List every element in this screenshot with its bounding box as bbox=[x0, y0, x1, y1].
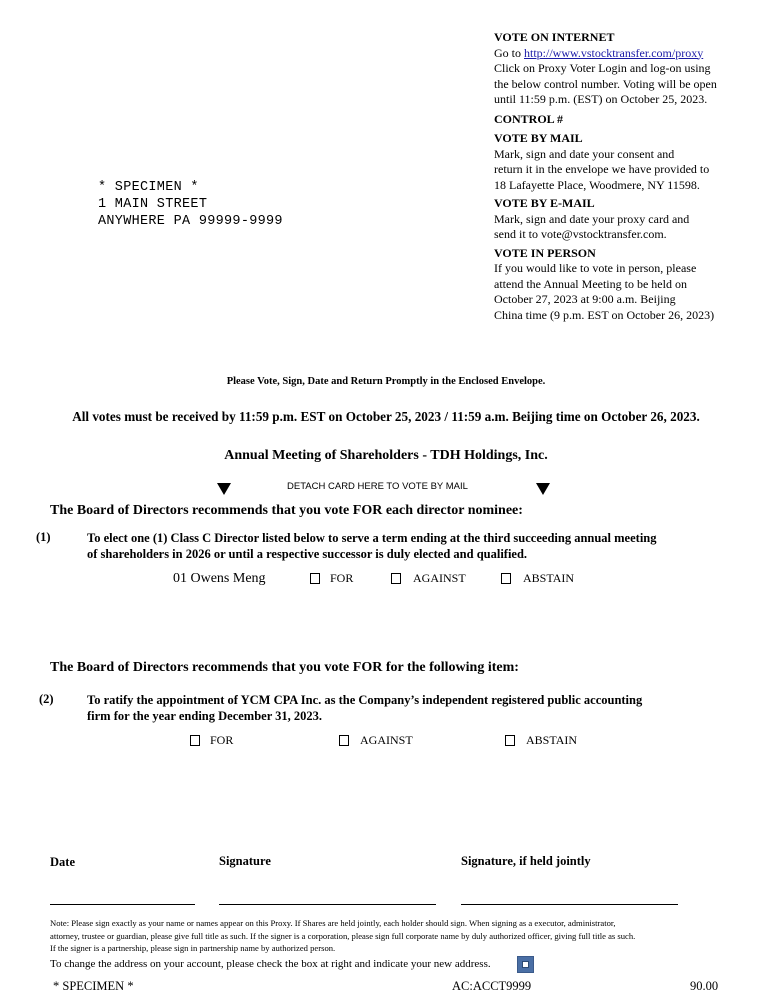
joint-signature-label: Signature, if held jointly bbox=[461, 854, 591, 868]
p2-abstain-label: ABSTAIN bbox=[526, 733, 578, 747]
p2-against-checkbox[interactable] bbox=[339, 735, 349, 746]
mail-line: return it in the envelope we have provided to bbox=[494, 162, 710, 176]
address-change-checkbox[interactable] bbox=[517, 956, 534, 973]
note-line: Note: Please sign exactly as your name or names appear on this Proxy. If Shares are held jointly, each holder should sign. When signing as a executor, administrator, bbox=[50, 918, 616, 928]
address-line: * SPECIMEN * bbox=[98, 180, 199, 195]
nominee-name: 01 Owens Meng bbox=[173, 571, 266, 586]
joint-signature-line[interactable] bbox=[461, 904, 678, 905]
person-heading: VOTE IN PERSON bbox=[494, 245, 596, 260]
signature-line[interactable] bbox=[219, 904, 436, 905]
proposal2-text bbox=[87, 692, 642, 724]
detach-arrow-right-icon bbox=[536, 483, 550, 495]
date-label: Date bbox=[50, 855, 75, 869]
proposal2-text-line: firm for the year ending December 31, 2023. bbox=[87, 709, 323, 723]
meeting-title: Annual Meeting of Shareholders - TDH Holdings, Inc. bbox=[224, 448, 548, 463]
proposal2-number: (2) bbox=[39, 692, 54, 706]
proposal1-number: (1) bbox=[36, 530, 51, 544]
mail-heading: VOTE BY MAIL bbox=[494, 131, 583, 145]
person-line: October 27, 2023 at 9:00 a.m. Beijing bbox=[494, 292, 676, 306]
person-line: China time (9 p.m. EST on October 26, 2023) bbox=[494, 307, 715, 322]
go-to-text: Go to bbox=[494, 45, 524, 60]
return-notice: Please Vote, Sign, Date and Return Promptly in the Enclosed Envelope. bbox=[226, 376, 546, 387]
p1-against-label: AGAINST bbox=[413, 571, 466, 585]
proposal2-recommendation: The Board of Directors recommends that you vote FOR for the following item: bbox=[50, 660, 519, 675]
detach-instruction: DETACH CARD HERE TO VOTE BY MAIL bbox=[287, 481, 468, 492]
address-line: ANYWHERE PA 99999-9999 bbox=[98, 214, 283, 229]
proposal2-text-line: To ratify the appointment of YCM CPA Inc. as the Company’s independent registered public accounting bbox=[87, 693, 643, 707]
p2-abstain-checkbox[interactable] bbox=[505, 735, 515, 746]
internet-line: the below control number. Voting will be open bbox=[494, 76, 717, 91]
email-line: Mark, sign and date your proxy card and bbox=[494, 211, 690, 226]
p1-abstain-label: ABSTAIN bbox=[523, 571, 575, 585]
address-change-text: To change the address on your account, please check the box at right and indicate your new address. bbox=[50, 958, 491, 970]
note-line: If the signer is a partnership, please sign in partnership name by authorized person. bbox=[50, 943, 336, 953]
footer-amount: 90.00 bbox=[690, 979, 719, 993]
detach-arrow-left-icon bbox=[217, 483, 231, 495]
p1-for-label: FOR bbox=[330, 571, 354, 585]
signing-note bbox=[50, 917, 762, 955]
internet-line: Click on Proxy Voter Login and log-on using bbox=[494, 61, 711, 75]
email-heading: VOTE BY E-MAIL bbox=[494, 196, 595, 210]
signature-label: Signature bbox=[219, 854, 271, 868]
footer-specimen: * SPECIMEN * bbox=[53, 979, 134, 993]
control-heading: CONTROL # bbox=[494, 111, 564, 126]
internet-line: until 11:59 p.m. (EST) on October 25, 2023. bbox=[494, 92, 708, 106]
email-line: send it to vote@vstocktransfer.com. bbox=[494, 227, 667, 241]
internet-heading: VOTE ON INTERNET bbox=[494, 30, 615, 44]
p2-for-label: FOR bbox=[210, 733, 234, 747]
person-line: If you would like to vote in person, please bbox=[494, 261, 697, 275]
vote-deadline: All votes must be received by 11:59 p.m. EST on October 25, 2023 / 11:59 a.m. Beijing time on October 26, 2023. bbox=[72, 409, 700, 424]
p1-abstain-checkbox[interactable] bbox=[501, 573, 511, 584]
proposal1-text bbox=[87, 530, 657, 562]
proxy-url-link[interactable]: http://www.vstocktransfer.com/proxy bbox=[524, 45, 704, 60]
p1-for-checkbox[interactable] bbox=[310, 573, 320, 584]
p2-for-checkbox[interactable] bbox=[190, 735, 200, 746]
date-line[interactable] bbox=[50, 904, 195, 905]
voting-instructions bbox=[494, 30, 764, 323]
mailing-address bbox=[98, 179, 283, 230]
footer-account: AC:ACCT9999 bbox=[452, 979, 532, 993]
address-line: 1 MAIN STREET bbox=[98, 197, 208, 212]
p2-against-label: AGAINST bbox=[360, 733, 413, 747]
proposal1-text-line: To elect one (1) Class C Director listed below to serve a term ending at the third succeeding annual meeting bbox=[87, 531, 657, 545]
proposal1-recommendation: The Board of Directors recommends that you vote FOR each director nominee: bbox=[50, 503, 523, 518]
mail-line: Mark, sign and date your consent and bbox=[494, 146, 675, 161]
proposal1-text-line: of shareholders in 2026 or until a respective successor is duly elected and qualified. bbox=[87, 547, 528, 561]
mail-line: 18 Lafayette Place, Woodmere, NY 11598. bbox=[494, 177, 700, 192]
note-line: attorney, trustee or guardian, please give full title as such. If the signer is a corporation, please sign full corporate name by duly authorized officer, giving full title as such. bbox=[50, 930, 636, 941]
person-line: attend the Annual Meeting to be held on bbox=[494, 276, 687, 291]
p1-against-checkbox[interactable] bbox=[391, 573, 401, 584]
